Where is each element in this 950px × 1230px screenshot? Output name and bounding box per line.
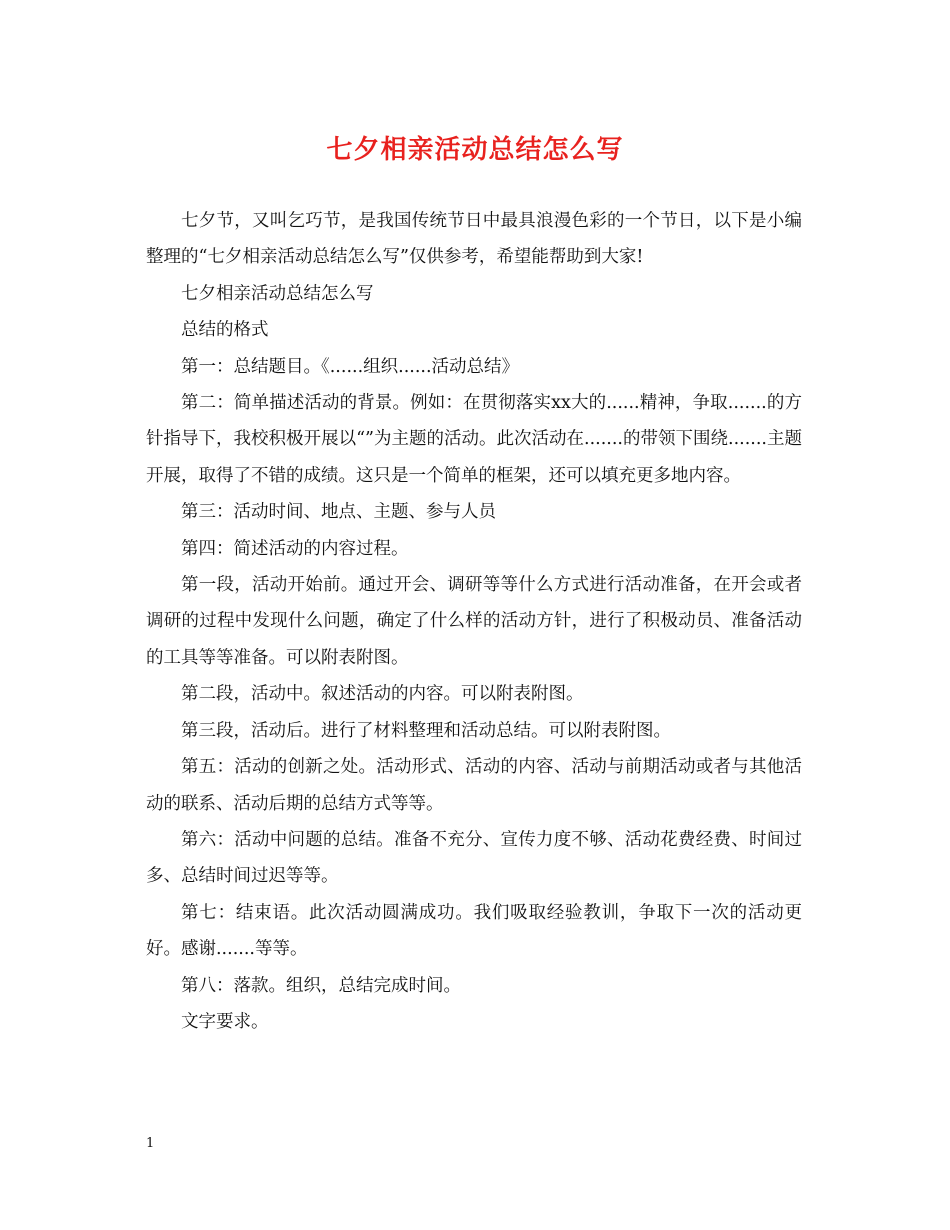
paragraph: 文字要求。: [181, 1011, 269, 1032]
paragraph: 第一段，活动开始前。通过开会、调研等等什么方式进行活动准备，在开会或者调研的过程中发现什么问题，确定了什么样的活动方针，进行了积极动员、准备活动的工具等等准备。可以附表附图。: [146, 575, 802, 668]
page-number: 1: [146, 1136, 155, 1151]
document-title: 七夕相亲活动总结怎么写: [326, 135, 624, 165]
paragraph: 七夕节，又叫乞巧节，是我国传统节日中最具浪漫色彩的一个节日，以下是小编整理的“七夕相亲活动总结怎么写”仅供参考，希望能帮助到大家!: [146, 211, 802, 268]
paragraph: 第八：落款。组织，总结完成时间。: [181, 975, 461, 996]
paragraph: 第二：简单描述活动的背景。例如：在贯彻落实xx大的......精神，争取.......的方针指导下，我校积极开展以“”为主题的活动。此次活动在.......的带领下围绕.......主题开展，取得了不错的成绩。这只是一个简单的框架，还可以填充更多地内容。: [146, 393, 802, 486]
paragraph: 总结的格式: [181, 320, 269, 341]
paragraph: 第三段，活动后。进行了材料整理和活动总结。可以附表附图。: [181, 720, 671, 741]
paragraph: 第三：活动时间、地点、主题、参与人员: [181, 502, 496, 523]
paragraph: 第四：简述活动的内容过程。: [181, 538, 409, 559]
paragraph: 第五：活动的创新之处。活动形式、活动的内容、活动与前期活动或者与其他活动的联系、活动后期的总结方式等等。: [146, 757, 802, 814]
document-body: [146, 203, 802, 1040]
paragraph: 第二段，活动中。叙述活动的内容。可以附表附图。: [181, 684, 584, 705]
paragraph: 第七：结束语。此次活动圆满成功。我们吸取经验教训，争取下一次的活动更好。感谢.......等等。: [146, 902, 802, 960]
paragraph: 第一：总结题目。《......组织......活动总结》: [181, 356, 520, 377]
paragraph: 七夕相亲活动总结怎么写: [181, 283, 374, 304]
paragraph: 第六：活动中问题的总结。准备不充分、宣传力度不够、活动花费经费、时间过多、总结时间过迟等等。: [146, 829, 802, 887]
